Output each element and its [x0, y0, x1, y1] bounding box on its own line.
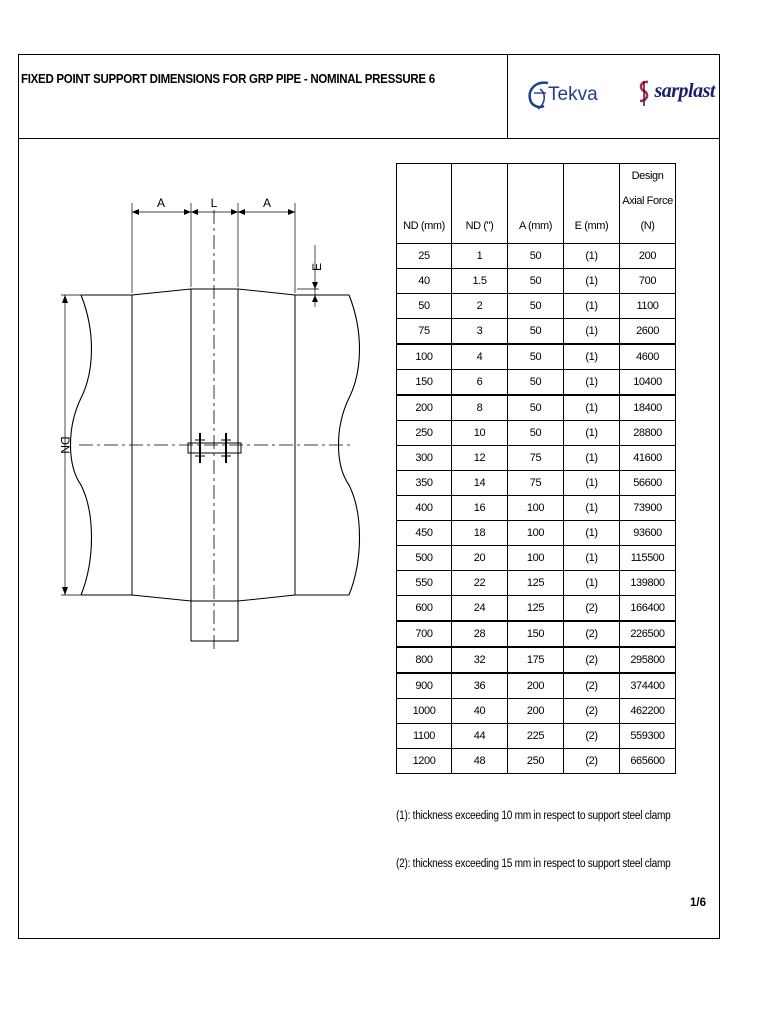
table-cell: 1000 — [397, 699, 452, 724]
col-header-e-mm: E (mm) — [564, 164, 620, 244]
table-cell: (1) — [564, 546, 620, 571]
table-cell: 200 — [397, 395, 452, 421]
dim-label-l: L — [210, 196, 218, 210]
table-cell: 28800 — [620, 421, 676, 446]
table-row — [397, 546, 676, 571]
table-cell: 559300 — [620, 724, 676, 749]
logo-box — [507, 55, 720, 138]
table-cell: (1) — [564, 269, 620, 294]
table-cell: (1) — [564, 294, 620, 319]
table-cell: 41600 — [620, 446, 676, 471]
table-cell: 18400 — [620, 395, 676, 421]
dim-label-dn: DN — [58, 436, 72, 454]
table-row — [397, 269, 676, 294]
table-cell: 4 — [452, 344, 508, 370]
table-row — [397, 724, 676, 749]
table-row — [397, 571, 676, 596]
table-cell: (1) — [564, 395, 620, 421]
table-cell: 75 — [397, 319, 452, 345]
table-cell: 75 — [508, 471, 564, 496]
table-cell: 300 — [397, 446, 452, 471]
table-cell: 48 — [452, 749, 508, 774]
table-cell: (1) — [564, 496, 620, 521]
tekva-wordmark: Tekva — [548, 84, 598, 105]
page-title: FIXED POINT SUPPORT DIMENSIONS FOR GRP PIPE - NOMINAL PRESSURE 6 — [21, 72, 435, 86]
table-cell: (2) — [564, 673, 620, 699]
table-row — [397, 471, 676, 496]
table-cell: 400 — [397, 496, 452, 521]
table-cell: 700 — [620, 269, 676, 294]
page-number: 1/6 — [690, 897, 706, 909]
sarplast-mark-icon — [638, 79, 650, 107]
table-cell: 20 — [452, 546, 508, 571]
table-cell: (2) — [564, 724, 620, 749]
table-cell: 56600 — [620, 471, 676, 496]
table-cell: 28 — [452, 621, 508, 647]
table-cell: 73900 — [620, 496, 676, 521]
table-cell: 16 — [452, 496, 508, 521]
table-cell: 22 — [452, 571, 508, 596]
table-cell: 500 — [397, 546, 452, 571]
table-row — [397, 294, 676, 319]
col-header-a-mm: A (mm) — [508, 164, 564, 244]
table-header-row — [397, 164, 676, 244]
table-row — [397, 749, 676, 774]
table-cell: 175 — [508, 647, 564, 673]
table-cell: 550 — [397, 571, 452, 596]
table-cell: 50 — [508, 294, 564, 319]
table-cell: 200 — [508, 699, 564, 724]
table-cell: 139800 — [620, 571, 676, 596]
table-row — [397, 395, 676, 421]
table-row — [397, 446, 676, 471]
table-cell: 150 — [508, 621, 564, 647]
table-cell: 1100 — [620, 294, 676, 319]
table-cell: 200 — [508, 673, 564, 699]
table-cell: 75 — [508, 446, 564, 471]
table-cell: 1 — [452, 244, 508, 269]
table-cell: 50 — [397, 294, 452, 319]
table-cell: 24 — [452, 596, 508, 622]
table-cell: 6 — [452, 370, 508, 396]
document-sheet — [18, 54, 720, 939]
table-cell: 50 — [508, 370, 564, 396]
table-cell: 900 — [397, 673, 452, 699]
table-cell: 200 — [620, 244, 676, 269]
table-cell: 125 — [508, 571, 564, 596]
table-cell: 1.5 — [452, 269, 508, 294]
table-row — [397, 621, 676, 647]
table-row — [397, 344, 676, 370]
table-cell: 50 — [508, 421, 564, 446]
table-cell: (1) — [564, 571, 620, 596]
table-cell: 12 — [452, 446, 508, 471]
table-cell: 3 — [452, 319, 508, 345]
table-cell: (1) — [564, 521, 620, 546]
table-row — [397, 596, 676, 622]
table-cell: (1) — [564, 319, 620, 345]
footnote-2: (2): thickness exceeding 15 mm in respect to support steel clamp — [396, 858, 671, 870]
table-cell: 100 — [508, 521, 564, 546]
table-cell: (2) — [564, 647, 620, 673]
table-cell: 250 — [508, 749, 564, 774]
table-cell: (1) — [564, 446, 620, 471]
table-cell: (1) — [564, 244, 620, 269]
table-cell: 800 — [397, 647, 452, 673]
col-header-nd-mm: ND (mm) — [397, 164, 452, 244]
table-cell: 10400 — [620, 370, 676, 396]
table-cell: 2600 — [620, 319, 676, 345]
table-cell: 50 — [508, 319, 564, 345]
table-cell: (1) — [564, 370, 620, 396]
table-cell: 100 — [508, 546, 564, 571]
table-cell: 225 — [508, 724, 564, 749]
table-cell: 166400 — [620, 596, 676, 622]
table-cell: 1100 — [397, 724, 452, 749]
table-row — [397, 673, 676, 699]
table-cell: 40 — [452, 699, 508, 724]
table-row — [397, 496, 676, 521]
table-cell: (1) — [564, 421, 620, 446]
sarplast-wordmark: sarplast — [654, 80, 715, 103]
table-cell: 100 — [508, 496, 564, 521]
table-cell: 18 — [452, 521, 508, 546]
table-cell: (1) — [564, 471, 620, 496]
table-cell: 8 — [452, 395, 508, 421]
table-row — [397, 319, 676, 345]
table-cell: 700 — [397, 621, 452, 647]
dimensions-table — [396, 163, 676, 774]
table-cell: 125 — [508, 596, 564, 622]
table-cell: 4600 — [620, 344, 676, 370]
table-cell: (2) — [564, 621, 620, 647]
table-cell: 25 — [397, 244, 452, 269]
table-cell: 600 — [397, 596, 452, 622]
table-cell: 450 — [397, 521, 452, 546]
table-cell: (1) — [564, 344, 620, 370]
table-cell: 226500 — [620, 621, 676, 647]
table-row — [397, 244, 676, 269]
table-cell: 50 — [508, 269, 564, 294]
table-row — [397, 699, 676, 724]
table-cell: (2) — [564, 699, 620, 724]
footnote-1: (1): thickness exceeding 10 mm in respect to support steel clamp — [396, 810, 671, 822]
col-header-nd-inch: ND (") — [452, 164, 508, 244]
sarplast-logo — [638, 79, 715, 107]
table-row — [397, 521, 676, 546]
table-cell: 93600 — [620, 521, 676, 546]
table-cell: (2) — [564, 749, 620, 774]
pipe-support-drawing — [19, 55, 379, 675]
table-row — [397, 370, 676, 396]
table-cell: 295800 — [620, 647, 676, 673]
table-cell: 115500 — [620, 546, 676, 571]
table-cell: 40 — [397, 269, 452, 294]
table-row — [397, 647, 676, 673]
table-cell: 50 — [508, 395, 564, 421]
table-cell: 36 — [452, 673, 508, 699]
tekva-logo — [526, 79, 598, 118]
table-cell: (2) — [564, 596, 620, 622]
table-cell: 250 — [397, 421, 452, 446]
table-cell: 462200 — [620, 699, 676, 724]
dim-label-a-left: A — [156, 196, 166, 210]
table-cell: 50 — [508, 344, 564, 370]
table-cell: 100 — [397, 344, 452, 370]
table-cell: 1200 — [397, 749, 452, 774]
dim-label-e: E — [310, 262, 324, 272]
table-cell: 665600 — [620, 749, 676, 774]
table-cell: 10 — [452, 421, 508, 446]
table-row — [397, 421, 676, 446]
dim-label-a-right: A — [262, 196, 272, 210]
table-cell: 32 — [452, 647, 508, 673]
table-cell: 374400 — [620, 673, 676, 699]
col-header-design-axial-force: Design Axial Force (N) — [620, 164, 676, 244]
table-cell: 14 — [452, 471, 508, 496]
table-cell: 150 — [397, 370, 452, 396]
table-cell: 50 — [508, 244, 564, 269]
table-cell: 44 — [452, 724, 508, 749]
table-cell: 350 — [397, 471, 452, 496]
table-cell: 2 — [452, 294, 508, 319]
